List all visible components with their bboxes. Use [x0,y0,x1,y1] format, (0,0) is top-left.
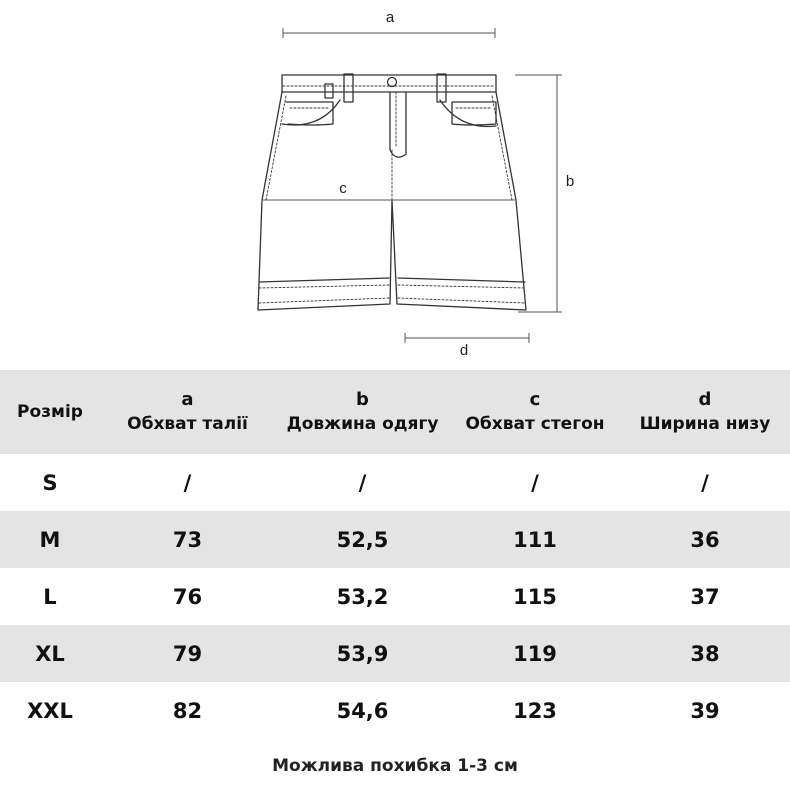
cell-b: 54,6 [336,698,389,723]
cell-d: 36 [690,527,720,552]
cell-c: 111 [513,527,557,552]
button-shape [388,78,397,87]
cell-b: / [358,470,367,495]
cell-b: 53,9 [336,641,389,666]
cell-d: / [701,470,709,495]
header-waist [100,370,275,454]
cell-size: M [39,527,61,552]
cell-c: 115 [513,584,557,609]
header-letter: c [529,389,541,410]
table-header-row [0,370,790,454]
table-row [0,511,790,568]
size-table [0,370,790,739]
cell-size: XL [35,641,65,666]
header-size: Розмір [17,402,83,422]
shorts-measurement-diagram [0,0,790,370]
header-name: Обхват стегон [465,414,605,434]
fly-outline [390,92,406,157]
cell-d: 39 [690,698,720,723]
header-leg-width [620,370,790,454]
cell-a: 79 [172,641,203,666]
tolerance-note: Можлива похибка 1-3 см [272,756,518,776]
dim-label-c: c [339,180,347,197]
dim-label-b: b [565,173,575,190]
header-name: Ширина низу [639,414,771,434]
cell-size: S [42,470,58,495]
cell-d: 37 [690,584,720,609]
table-row [0,682,790,739]
dim-label-d: d [459,342,469,359]
dim-label-a: a [385,9,395,26]
table-row [0,454,790,511]
cell-b: 53,2 [336,584,389,609]
waistband-outline [282,75,496,92]
table-row [0,568,790,625]
cell-d: 38 [690,641,720,666]
header-length [275,370,450,454]
header-letter: d [698,389,712,410]
cell-size: L [43,584,57,609]
cell-a: 73 [172,527,203,552]
header-letter: b [356,389,369,410]
table-row [0,625,790,682]
header-name: Довжина одягу [286,414,439,434]
cell-c: 119 [513,641,557,666]
cell-b: 52,5 [336,527,389,552]
cell-a: / [183,470,192,495]
header-hips [450,370,620,454]
cell-c: / [531,470,539,495]
cell-size: XXL [27,698,73,723]
cell-a: 76 [172,584,203,609]
cell-a: 82 [172,698,203,723]
header-name: Обхват талії [127,414,248,434]
header-letter: a [181,389,194,410]
cell-c: 123 [513,698,557,723]
